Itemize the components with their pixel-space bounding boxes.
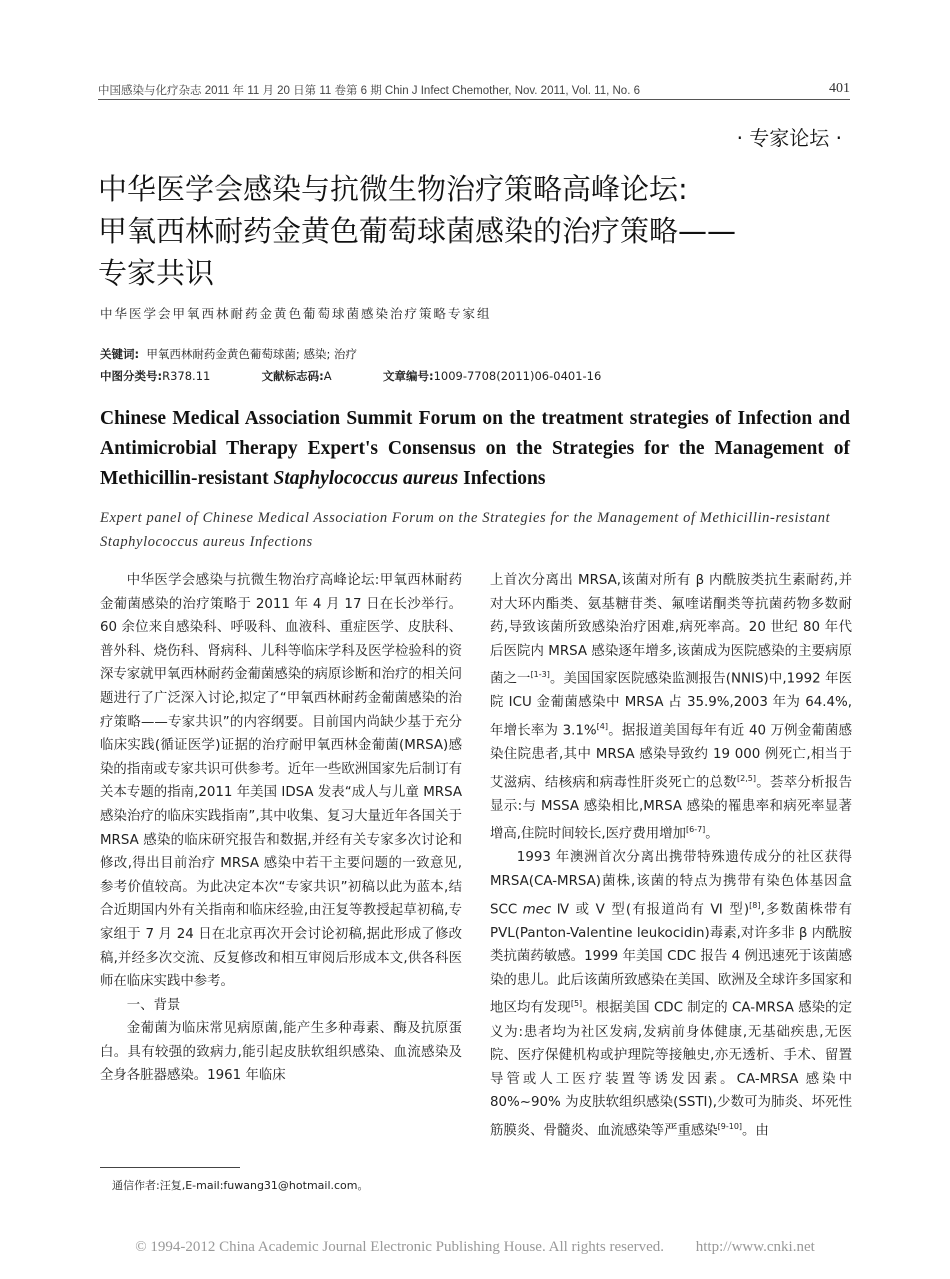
doc-code-label: 文献标志码: bbox=[261, 369, 324, 383]
background-paragraph: 金葡菌为临床常见病原菌,能产生多种毒素、酶及抗原蛋白。具有较强的致病力,能引起皮肤软组织感染、血流感染及全身各脏器感染。1961 年临床 bbox=[100, 1021, 462, 1084]
text-segment: 。荟萃分析报告显示:与 MSSA 感染相比,MRSA 感染的罹患率和病死率显著增高,住院时间较长,医疗费用增加 bbox=[490, 775, 853, 842]
footnote-divider bbox=[100, 1167, 240, 1168]
title-line-2: 甲氧西林耐药金黄色葡萄球菌感染的治疗策略—— bbox=[98, 214, 737, 248]
citation: [8] bbox=[749, 900, 761, 910]
classification-row bbox=[100, 368, 601, 384]
citation: [1-3] bbox=[530, 670, 550, 680]
text-segment: 1993 年澳洲首次分离出携带特殊遗传成分的社区获得 MRSA(CA-MRSA)菌株,该菌的特点为携带有染色体基因盒 SCC bbox=[490, 850, 852, 918]
right-column bbox=[490, 569, 852, 1143]
text-segment: 。由 bbox=[742, 1123, 769, 1139]
copyright-text: © 1994-2012 China Academic Journal Electronic Publishing House. All rights reserved. bbox=[135, 1239, 665, 1255]
correspondence-footnote: 通信作者:汪复,E-mail:fuwang31@hotmail.com。 bbox=[112, 1179, 369, 1192]
right-paragraph-2 bbox=[490, 846, 852, 1143]
text-segment: 。据报道美国每年有近 40 万例金葡菌感染住院患者,其中 MRSA 感染导致约 19 000 例死亡,相当于艾滋病、结核病和病毒性肝炎死亡的总数 bbox=[490, 723, 852, 791]
running-head: 中国感染与化疗杂志 2011 年 11 月 20 日第 11 卷第 6 期 Chin J Infect Chemother, Nov. 2011, Vol. 11, No. 6 bbox=[98, 85, 640, 97]
article-no-label: 文章编号: bbox=[382, 369, 434, 383]
english-title-end: Infections bbox=[463, 468, 546, 489]
keywords-label: 关键词: bbox=[100, 347, 140, 361]
gene-name: mec bbox=[522, 902, 552, 918]
copyright-watermark bbox=[0, 1239, 950, 1256]
citation: [4] bbox=[596, 722, 608, 732]
keywords: 甲氧西林耐药金黄色葡萄球菌; 感染; 治疗 bbox=[146, 347, 357, 361]
text-segment: 上首次分离出 MRSA,该菌对所有 β 内酰胺类抗生素耐药,并对大环内酯类、氨基糖苷类、氟喹诺酮类等抗菌药物多数耐药,导致该菌所致感染治疗困难,病死率高。20 世纪 80 年代后医院内 MRSA 感染逐年增多,该菌成为医院感染的主要病原菌之一 bbox=[490, 573, 852, 687]
clc-label: 中图分类号: bbox=[100, 369, 163, 383]
section-heading-background: 一、背景 bbox=[126, 997, 181, 1013]
english-author-group: Expert panel of Chinese Medical Association Forum on the Strategies for the Management of Methicillin-resistant Staphylococcus aureus Infections bbox=[100, 510, 831, 550]
title-line-1: 中华医学会感染与抗微生物治疗策略高峰论坛: bbox=[98, 172, 688, 206]
page-number: 401 bbox=[829, 81, 850, 96]
citation: [2,5] bbox=[736, 773, 756, 783]
right-paragraph-1 bbox=[490, 569, 852, 846]
text-segment: Ⅳ 或 Ⅴ 型(有报道尚有 Ⅵ 型) bbox=[556, 902, 750, 918]
keywords-row bbox=[100, 346, 357, 362]
left-column bbox=[100, 569, 462, 1088]
citation: [9-10] bbox=[717, 1121, 743, 1131]
section-tag: · 专家论坛 · bbox=[736, 126, 842, 150]
text-segment: 。根据美国 CDC 制定的 CA-MRSA 感染的定义为:患者均为社区发病,发病前身体健康,无基础疾患,无医院、医疗保健机构或护理院等接触史,亦无透析、手术、留置导管或人工医疗装置等诱发因素。CA-MRSA 感染中 80%~90% 为皮肤软组织感染(SSTI),少数可为肺炎、坏死性筋膜炎、骨髓炎、血流感染等严重感染 bbox=[490, 1000, 852, 1139]
article-title bbox=[98, 168, 848, 294]
english-title bbox=[100, 404, 850, 494]
article-no-value: 1009-7708(2011)06-0401-16 bbox=[433, 369, 602, 383]
intro-paragraph: 中华医学会感染与抗微生物治疗高峰论坛:甲氧西林耐药金葡菌感染的治疗策略于 2011 年 4 月 17 日在长沙举行。60 余位来自感染科、呼吸科、血液科、重症医学、皮肤科、普外科、烧伤科、肾病科、儿科等临床学科及医学检验科的资深专家就甲氧西林耐药金葡菌感染的病原诊断和治疗的相关问题进行了广泛深入讨论,拟定了“甲氧西林耐药金葡菌感染的治疗策略——专家共识”的内容纲要。目前国内尚缺少基于充分临床实践(循证医学)证据的治疗耐甲氧西林金葡菌(MRSA)感染的指南或专家共识可供参考。近年一些欧洲国家先后制订有关本专题的指南,2011 年美国 IDSA 发表“成人与儿童 MRSA 感染治疗的临床实践指南”,其中收集、复习大量近年各国关于 MRSA 感染的临床研究报告和数据,并经有关专家多次讨论和修改,得出目前治疗 MRSA 感染中若干主要问题的一致意见,参考价值较高。为此决定本次“专家共识”初稿以此为蓝本,结合近期国内外有关指南和临床经验,由汪复等教授起草初稿,专家组于 7 月 24 日在北京再次开会讨论初稿,据此形成了修改稿,并经多次交流、反复修改和相互审阅后形成本文,供各科医师在临床实践中参考。 bbox=[100, 573, 462, 990]
english-title-species: Staphylococcus aureus bbox=[273, 468, 459, 489]
title-line-3: 专家共识 bbox=[98, 256, 215, 290]
cnki-url[interactable]: http://www.cnki.net bbox=[695, 1239, 815, 1255]
text-segment: 。 bbox=[705, 826, 719, 842]
doc-code-value: A bbox=[323, 369, 332, 383]
citation: [5] bbox=[570, 999, 583, 1009]
text-segment: ,多数菌株带有 PVL(Panton-Valentine leukocidin)毒素,对许多非 β 内酰胺类抗菌药敏感。1999 年美国 CDC 报告 4 例迅速死于该菌感染的患儿。此后该菌所致感染在美国、欧洲及全球许多国家和地区均有发现 bbox=[490, 902, 852, 1016]
header-divider bbox=[98, 99, 850, 100]
citation: [6-7] bbox=[685, 825, 706, 835]
clc-value: R378.11 bbox=[162, 369, 211, 383]
author-group: 中华医学会甲氧西林耐药金黄色葡萄球菌感染治疗策略专家组 bbox=[100, 306, 492, 321]
english-title-main: Chinese Medical Association Summit Forum on the treatment strategies of Infection and Antimicrobial Therapy Expert's Consensus on the Strategies for the Management of Methicillin-resistant bbox=[100, 408, 850, 489]
text-segment: 。美国国家医院感染监测报告(NNIS)中,1992 年医院 ICU 金葡菌感染中 MRSA 占 35.9%,2003 年为 64.4%,年增长率为 3.1% bbox=[490, 671, 852, 739]
